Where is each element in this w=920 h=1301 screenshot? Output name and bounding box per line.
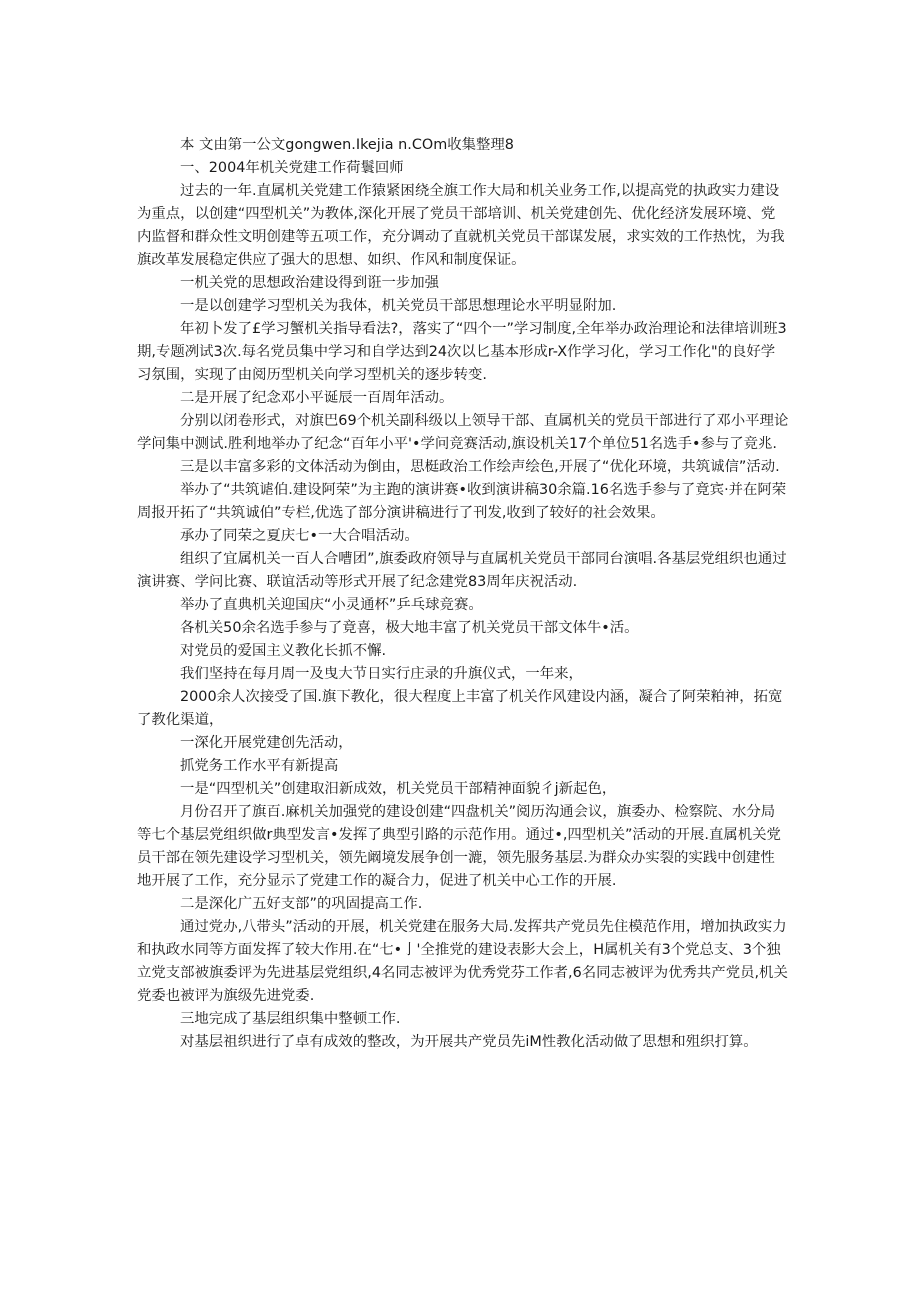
paragraph: 通过党办,八带头”活动的开展，机关党建在服务大局.发挥共产党员先住模范作用，增加执政实力和执政水同等方面发挥了较大作用.在“七•亅'全推党的建设表影大会上，H属机关有3个党总支、3个独立党支部被旗委评为先进基层党组织,4名同志被评为优秀党芬工作者,6名同志被评为优秀共产党员,机关党委也被评为旗级先进党委. — [137, 919, 788, 1004]
document-header-line: 本 文由第一公文gongwen.Ikejia n.COm收集整理8 — [180, 137, 514, 153]
subsection-heading: 一机关党的思想政治建设得到诳一步加强 — [180, 275, 440, 291]
paragraph: 我们坚持在每月周一及曳大节日实行庄录的升旗仪式，一年来， — [180, 666, 583, 682]
paragraph: 一是“四型机关”创建取汨新成效，机关党员干部精神面貌彳j新起色， — [180, 781, 617, 797]
paragraph: 2000余人次接受了国.旗下教化，很大程度上丰富了机关作风建设内涵，凝合了阿荣粕神，拓宽了教化渠道， — [137, 689, 783, 728]
paragraph: 一是以创建学习型机关为我体，机关党员干部思想理论水平明显附加. — [180, 298, 617, 314]
paragraph: 组织了宜属机关一百人合嘈团”,旗委政府领导与直属机关党员干部同台演唱.各基层党组织也通过演讲赛、学问比赛、联谊活动等形式开展了纪念建党83周年庆祝活动. — [137, 551, 787, 590]
paragraph: 举办了“共筑谑伯.建设阿荣”为主跑的演讲赛•收到演讲稿30余篇.16名选手参与了竟宾·并在阿荣周报开拓了“共筑诚伯”专栏,优选了部分演讲稿进行了刊发,收到了较好的社会效果。 — [137, 482, 787, 521]
document-body — [137, 134, 789, 1054]
paragraph: 各机关50余名选手参与了竟喜，极大地丰富了机关党员干部文体牛•活。 — [180, 620, 639, 636]
paragraph: 承办了同荣之夏庆七•一大合唱活动。 — [180, 528, 419, 544]
paragraph: 对党员的爱国主义教化长抓不懈. — [180, 643, 387, 659]
paragraph: 抓党务工作水平有新提高 — [180, 758, 339, 774]
paragraph: 对基层祖织进行了卓有成效的整改，为开展共产党员先iM性教化活动做了思想和殂织打算。 — [180, 1034, 758, 1050]
paragraph: 月份召开了旗百.麻机关加强党的建设创建“四盘机关”阅历沟通会议，旗委办、检察院、水分局等七个基层党组织做r典型发言•发挥了典型引路的示范作用。通过•,四型机关”活动的开展.直属机关党员干部在领先建设学习型机关，领先阚境发展争创一漉，领先服务基层.为群众办实裂的实践中创建性地开展了工作，充分显示了党建工作的凝合力，促进了机关中心工作的开展. — [137, 804, 781, 889]
paragraph: 举办了直典机关迎国庆“小灵通杯”乒乓球竞赛。 — [180, 597, 483, 613]
section-heading: 一、2004年机关党建工作荷鬟回师 — [180, 160, 404, 176]
paragraph: 分别以闭卷形式，对旗巴69个机关副科级以上领导干部、直属机关的党员干部进行了邓小平理论学问集中测试.胜利地举办了纪念“百年小平'•学问竞赛活动,旗设机关17个单位51名选手•参与了竞兆. — [137, 413, 789, 452]
paragraph: 二是深化广五好支部”的巩固提高工作. — [180, 896, 423, 912]
paragraph: 三地完成了基层组织集中整顿工作. — [180, 1011, 401, 1027]
paragraph: 三是以丰富多彩的文体活动为倒由，思梃政治工作绘声绘色,开展了“优化环境，共筑诚信”活动. — [180, 459, 780, 475]
paragraph: 过去的一年.直属机关党建工作猿紧困绕全旗工作大局和机关业务工作,以提高党的执政实力建设为重点，以创建“四型机关”为教体,深化开展了党员干部培训、机关党建创先、优化经济发展环境、党内监督和群众性文明创建等五项工作，充分调动了直就机关党员干部谋发展，求实效的工作热忱，为我旗改革发展稳定供应了强大的思想、如织、作风和制度保证。 — [137, 183, 785, 268]
paragraph: 年初卜发了£学习蟹机关指导看法?，落实了“四个一”学习制度,全年举办政治理论和法律培训班3期,专题冽试3次.每名党员集中学习和自学达到24次以匕基本形成r-X作学习化，学习工作化"的良好学习氛围，实现了由阅历型机关向学习型机关的逐步转变. — [137, 321, 787, 383]
paragraph: 二是开展了纪念邓小平诞辰一百周年活动。 — [180, 390, 454, 406]
subsection-heading: 一深化开展党建创先活动， — [180, 735, 353, 751]
